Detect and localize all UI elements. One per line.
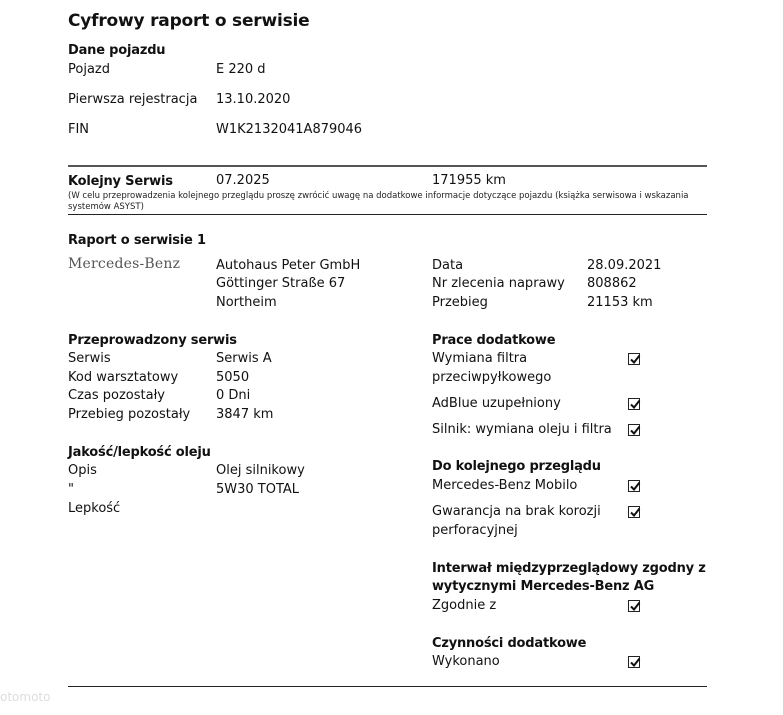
performed-heading: Przeprowadzony serwis <box>68 333 237 348</box>
next-service-label: Kolejny Serwis <box>68 174 173 189</box>
check-icon <box>628 352 642 366</box>
check-icon <box>628 423 642 437</box>
dealer-city: Northeim <box>216 295 277 310</box>
dealer-street: Göttinger Straße 67 <box>216 276 346 291</box>
divider <box>68 214 707 215</box>
oil-label: Lepkość <box>68 501 121 516</box>
report-meta-label: Nr zlecenia naprawy <box>432 276 565 291</box>
next-inspection-heading: Do kolejnego przeglądu <box>432 459 601 474</box>
page-title: Cyfrowy raport o serwisie <box>68 11 310 31</box>
checkbox[interactable] <box>628 600 640 612</box>
check-icon <box>628 599 642 613</box>
next-service-km: 171955 km <box>432 173 506 188</box>
vehicle-value-model: E 220 d <box>216 62 266 77</box>
divider <box>68 686 707 687</box>
extra-work-item-label: przeciwpyłkowego <box>432 370 552 385</box>
vehicle-label-registration: Pierwsza rejestracja <box>68 92 198 107</box>
oil-value: Olej silnikowy <box>216 463 305 478</box>
dealer-name: Autohaus Peter GmbH <box>216 258 361 273</box>
performed-value: Serwis A <box>216 351 272 366</box>
performed-label: Czas pozostały <box>68 388 165 403</box>
report-meta-label: Data <box>432 258 464 273</box>
report-heading: Raport o serwisie 1 <box>68 233 206 248</box>
vehicle-value-fin: W1K2132041A879046 <box>216 122 363 137</box>
performed-label: Serwis <box>68 351 111 366</box>
interval-item-label: Zgodnie z <box>432 598 497 613</box>
vehicle-label-fin: FIN <box>68 122 90 137</box>
divider <box>68 165 707 167</box>
checkbox[interactable] <box>628 353 640 365</box>
check-icon <box>628 479 642 493</box>
additional-heading: Czynności dodatkowe <box>432 636 587 651</box>
performed-value: 0 Dni <box>216 388 251 403</box>
report-meta-value: 21153 km <box>587 295 653 310</box>
oil-heading: Jakość/lepkość oleju <box>68 445 211 460</box>
report-meta-value: 28.09.2021 <box>587 258 662 273</box>
next-inspection-item-label: perforacyjnej <box>432 523 518 538</box>
vehicle-label-model: Pojazd <box>68 62 110 77</box>
interval-heading: wytycznymi Mercedes-Benz AG <box>432 579 655 594</box>
extra-work-item-label: Silnik: wymiana oleju i filtra <box>432 422 612 437</box>
additional-item-label: Wykonano <box>432 654 500 669</box>
next-inspection-item-label: Mercedes-Benz Mobilo <box>432 478 578 493</box>
check-icon <box>628 397 642 411</box>
performed-label: Przebieg pozostały <box>68 407 191 422</box>
vehicle-value-registration: 13.10.2020 <box>216 92 291 107</box>
interval-heading: Interwał międzyprzeglądowy zgodny z <box>432 561 706 576</box>
check-icon <box>628 505 642 519</box>
checkbox[interactable] <box>628 398 640 410</box>
checkbox[interactable] <box>628 424 640 436</box>
watermark: otomoto <box>0 690 51 704</box>
checkbox[interactable] <box>628 480 640 492</box>
performed-value: 3847 km <box>216 407 274 422</box>
extra-work-item-label: AdBlue uzupełniony <box>432 396 561 411</box>
mercedes-benz-logo: Mercedes-Benz <box>68 256 181 272</box>
oil-value: 5W30 TOTAL <box>216 482 300 497</box>
checkbox[interactable] <box>628 506 640 518</box>
extra-work-heading: Prace dodatkowe <box>432 333 556 348</box>
oil-label: Opis <box>68 463 97 478</box>
performed-label: Kod warsztatowy <box>68 370 179 385</box>
next-service-note: (W celu przeprowadzenia kolejnego przeglądu proszę zwrócić uwagę na dodatkowe informacje dotyczące pojazdu (książka serwisowa i wskazania systemów ASYST) <box>68 191 689 212</box>
report-meta-value: 808862 <box>587 276 637 291</box>
next-inspection-item-label: Gwarancja na brak korozji <box>432 504 601 519</box>
vehicle-heading: Dane pojazdu <box>68 43 166 58</box>
checkbox[interactable] <box>628 656 640 668</box>
performed-value: 5050 <box>216 370 250 385</box>
report-meta-label: Przebieg <box>432 295 488 310</box>
check-icon <box>628 655 642 669</box>
extra-work-item-label: Wymiana filtra <box>432 351 528 366</box>
next-service-date: 07.2025 <box>216 173 270 188</box>
oil-label: " <box>68 482 74 497</box>
